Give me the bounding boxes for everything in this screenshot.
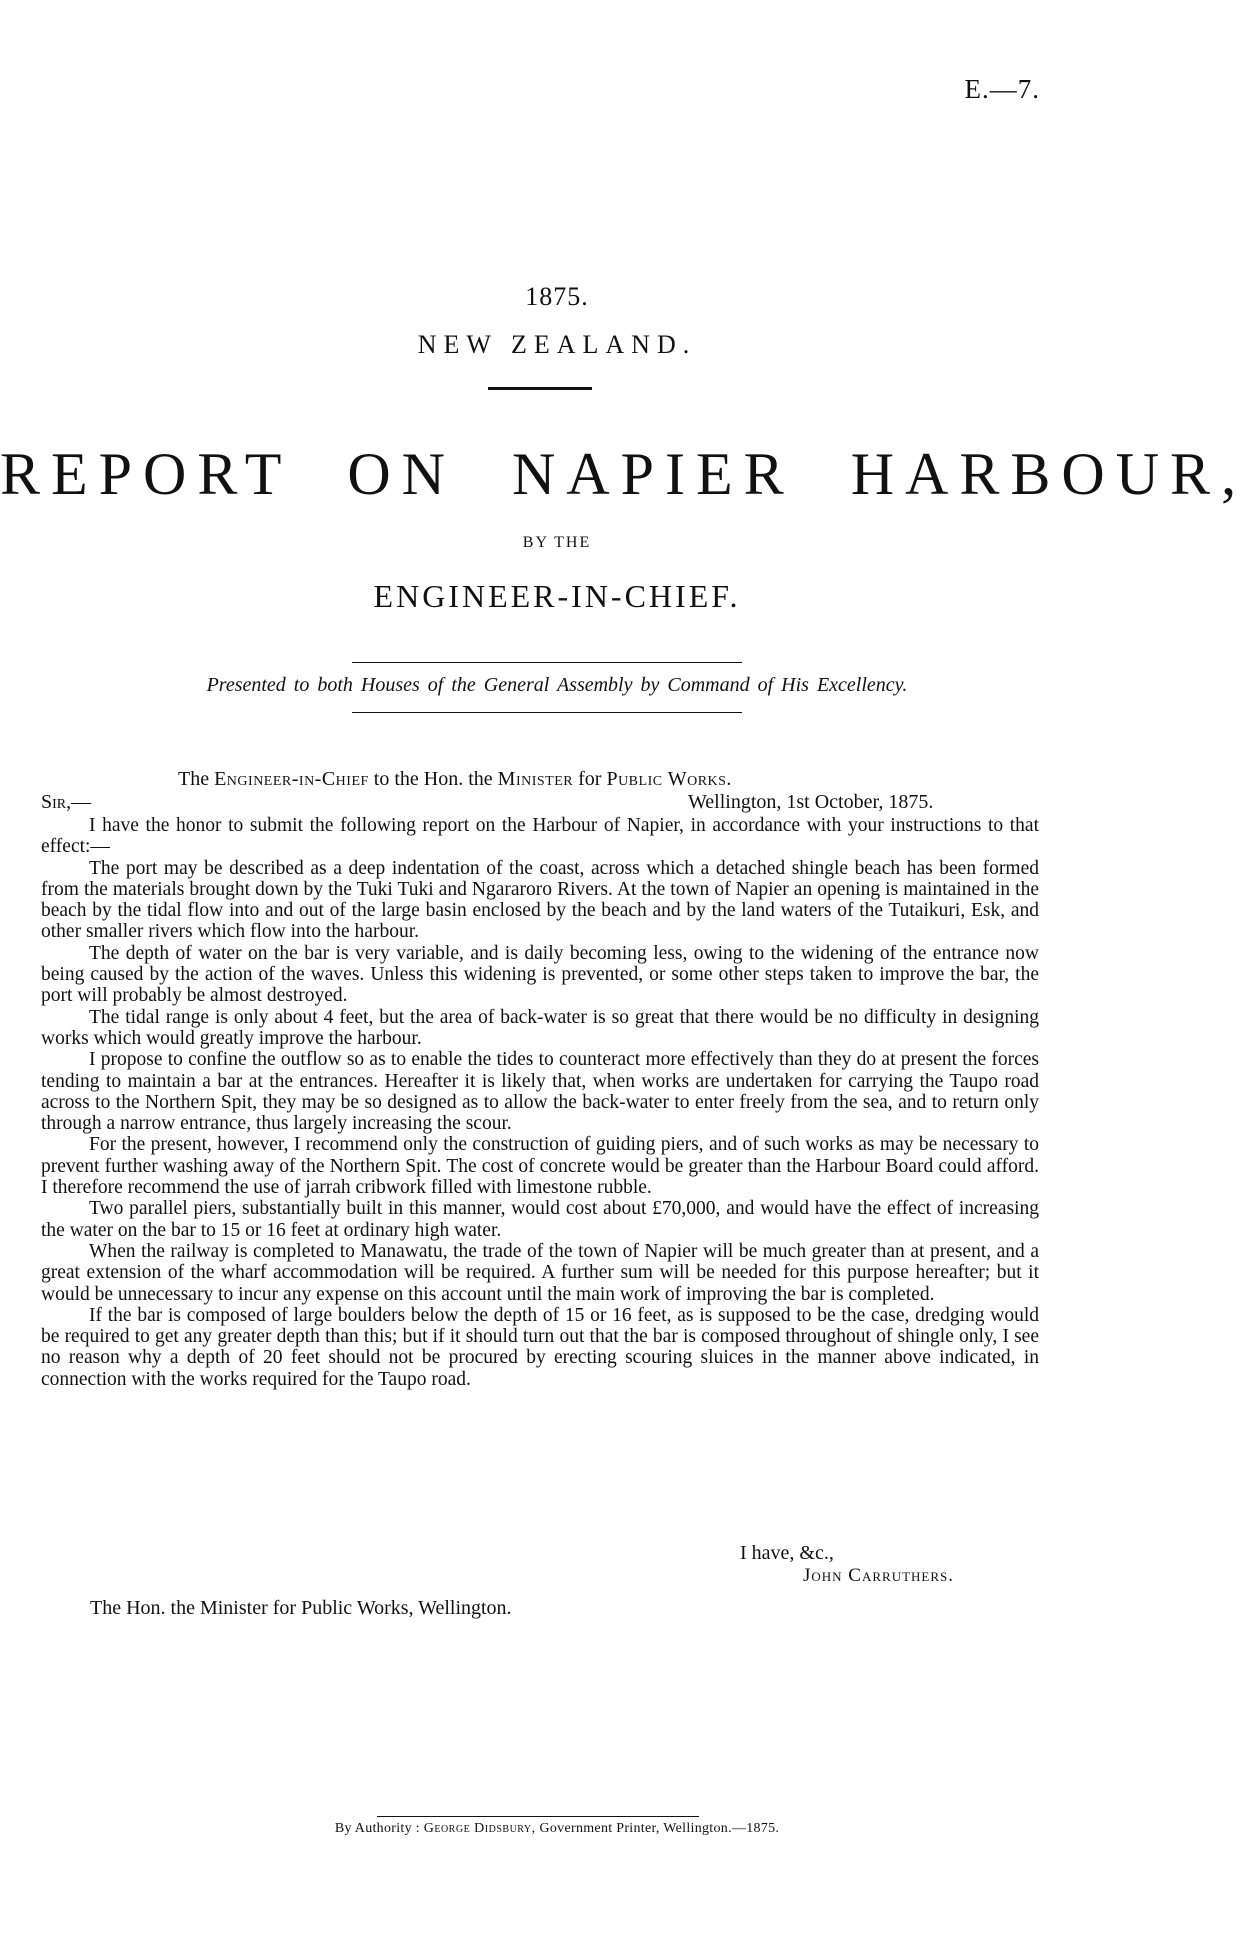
paragraph: When the railway is completed to Manawatu, the trade of the town of Napier will be much greater than at present, and a great extension of the wharf accommodation will be required. A further sum will be needed for this purpose hereafter; but it would be unnecessary to incur any expense on this account until the main work of improving the bar is completed. (41, 1240, 1039, 1305)
paragraph: If the bar is composed of large boulders below the depth of 15 or 16 feet, as is supposed to be the case, dredging would be required to get any greater depth than this; but if it should turn out that the bar is composed throughout of shingle only, I see no reason why a depth of 20 feet should not be procured by erecting scouring sluices in the manner above indicated, in connection with the works required for the Taupo road. (41, 1304, 1039, 1390)
printer-footer (0, 1821, 1114, 1837)
signature: John Carruthers. (803, 1565, 955, 1586)
presented-rule-bottom (352, 712, 742, 713)
presented-line: Presented to both Houses of the General Assembly by Command of His Excellency. (206, 674, 908, 696)
paragraph: Two parallel piers, substantially built in this manner, would cost about £70,000, and would have the effect of increasing the water on the bar to 15 or 16 feet at ordinary high water. (41, 1198, 1039, 1241)
dateline: Wellington, 1st October, 1875. (688, 791, 934, 813)
paragraph: For the present, however, I recommend only the construction of guiding piers, and of such works as may be necessary to prevent further washing away of the Northern Spit. The cost of concrete would be greater than the Harbour Board could afford. I therefore recommend the use of jarrah cribwork filled with limestone rubble. (41, 1134, 1039, 1199)
address-for: for (578, 768, 602, 790)
paragraph: The port may be described as a deep indentation of the coast, across which a detached shingle beach has been formed from the materials brought down by the Tuki Tuki and Ngararoro Rivers. At the town of Napier an opening is maintained in the beach by the tidal flow into and out of the large basin enclosed by the beach and by the land waters of the Tutaikuri, Esk, and other smaller rivers which flow into the harbour. (41, 857, 1039, 943)
paragraph: I have the honor to submit the following report on the Harbour of Napier, in accordance with your instructions to that effect:— (41, 815, 1039, 858)
footer-suffix: Government Printer, Wellington.—1875. (539, 1821, 780, 1836)
heading-divider (488, 387, 592, 390)
closing: I have, &c., (740, 1542, 834, 1564)
paragraph: The depth of water on the bar is very variable, and is daily becoming less, owing to the widening of the entrance now being caused by the action of the waves. Unless this widening is prevented, or some other steps taken to improve the bar, the port will probably be almost destroyed. (41, 942, 1039, 1007)
addressee: The Hon. the Minister for Public Works, Wellington. (90, 1597, 512, 1619)
footer-printer: George Didsbury, (423, 1821, 536, 1836)
document-reference: E.—7. (964, 74, 1040, 104)
address-dept: Public Works. (606, 768, 732, 790)
paragraph: I propose to confine the outflow so as to enable the tides to counteract more effectively than they do at present the forces tending to maintain a bar at the entrances. Hereafter it is likely that, when works are undertaken for carrying the Taupo road across to the Northern Spit, they may be so designed as to allow the back-water to enter freely from the sea, and to return only through a narrow entrance, thus largely increasing the scour. (41, 1049, 1039, 1135)
address-to-hon: to the Hon. the (373, 768, 493, 790)
letter-body (41, 815, 1039, 1390)
salutation: Sir,— (41, 791, 92, 813)
paragraph: The tidal range is only about 4 feet, but the area of back-water is so great that there would be no difficulty in designing works which would greatly improve the harbour. (41, 1006, 1039, 1049)
footer-rule (377, 1816, 699, 1817)
report-author-title: ENGINEER-IN-CHIEF. (373, 578, 741, 614)
letter-address-line (178, 768, 732, 791)
address-the: The (178, 768, 210, 790)
address-from: Engineer-in-Chief (214, 768, 369, 790)
year: 1875. (525, 282, 589, 311)
by-the-label: BY THE (522, 534, 592, 551)
country-heading: NEW ZEALAND. (417, 330, 697, 359)
footer-prefix: By Authority : (334, 1821, 420, 1836)
report-title: REPORT ON NAPIER HARBOUR, (0, 441, 1247, 507)
presented-rule-top (352, 662, 742, 663)
address-to: Minister (497, 768, 574, 790)
